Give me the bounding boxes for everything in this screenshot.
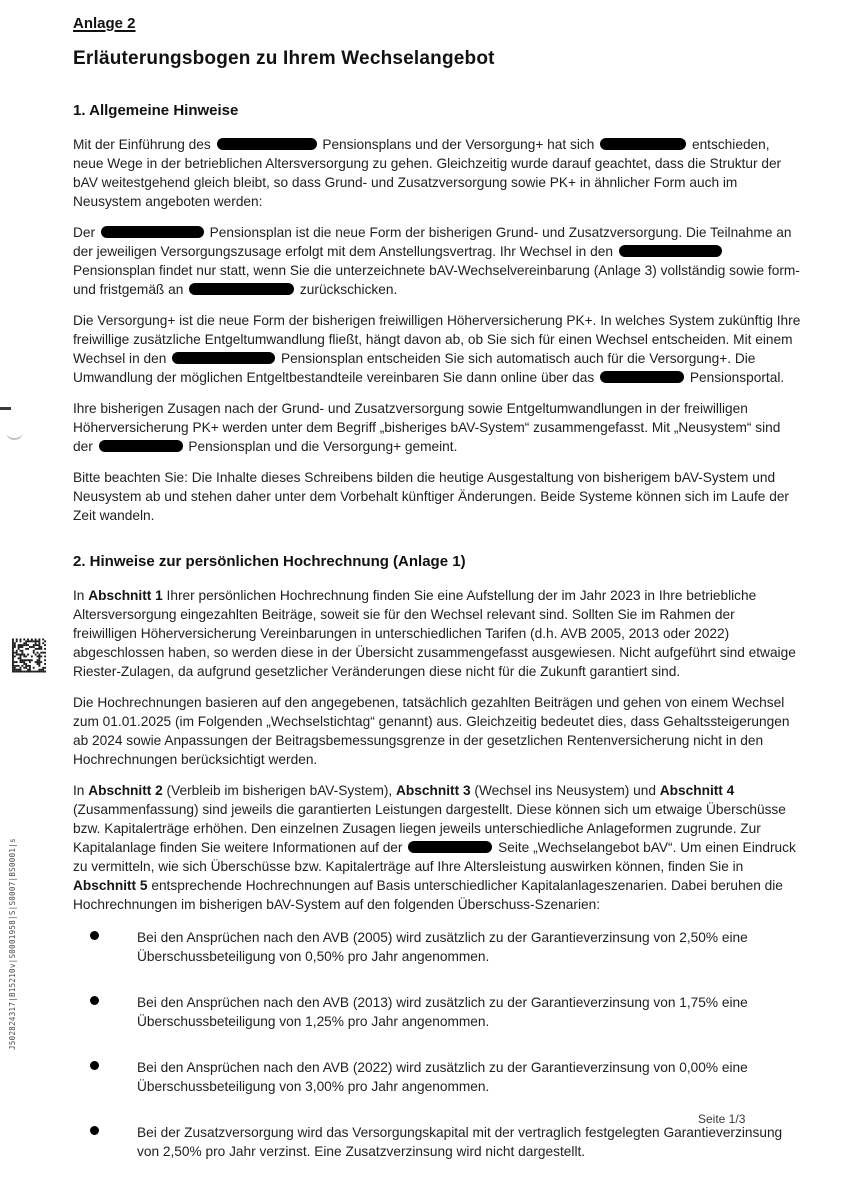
bullet-dot-icon [90,996,99,1005]
datamatrix-barcode [12,638,46,673]
paragraph: Bitte beachten Sie: Die Inhalte dieses Schreibens bilden die heutige Ausgestaltung von bisherigem bAV-System und Neusystem ab und stehen daher unter dem Vorbehalt künftiger Änderungen. Beide Systeme können sich im Laufe der Zeit wandeln. [73,470,789,523]
redaction-bar [99,440,183,452]
scan-mark-dash [0,407,11,410]
bullet-item [73,1123,801,1161]
print-side-code: J502824317|B15210v|S0001958|S|S0007|BS0001|s [8,838,17,1050]
bullet-dot-icon [90,1061,99,1070]
paragraph: Die Hochrechnungen basieren auf den angegebenen, tatsächlich gezahlten Beiträgen und gehen von einem Wechsel zum 01.01.2025 (im Folgenden „Wechselstichtag“ genannt) aus. Gleichzeitig bedeutet dies, dass Gehaltssteigerungen ab 2024 sowie Anpassungen der Beitragsbemessungsgrenze in der gesetzlichen Rentenversicherung nicht in den Hochrechnungen berücksichtigt werden. [73,695,790,767]
bold-text: Abschnitt 3 [396,783,471,798]
scan-mark-curve [6,429,23,440]
redaction-bar [172,352,275,364]
redaction-bar [189,283,294,295]
paragraph: In Abschnitt 1 Ihrer persönlichen Hochrechnung finden Sie eine Aufstellung der im Jahr 2023 in Ihre betriebliche Altersversorgung eingezahlten Beiträge, soweit sie für den Wechsel relevant sind. Sollten Sie im Rahmen der freiwilligen Höherversicherung Vereinbarungen in unterschiedlichen Tarifen (d.h. AVB 2005, 2013 oder 2022) abgeschlossen haben, so werden diese in der Übersicht zusammengefasst ausgewiesen. Nicht aufgeführt sind etwaige Riester-Zulagen, da aufgrund gesetzlicher Veränderungen diese nicht für die Zukunft garantiert sind. [73,588,796,679]
page-title: Erläuterungsbogen zu Ihrem Wechselangebot [73,48,495,69]
bullet-dot-icon [90,931,99,940]
bold-text: Abschnitt 4 [659,783,735,798]
document-content [73,0,801,1188]
bullet-text: Bei der Zusatzversorgung wird das Versorgungskapital mit der vertraglich festgelegten Garantieverzinsung von 2,50% pro Jahr verzinst. Eine Zusatzverzinsung wird nicht dargestellt. [137,1125,783,1159]
redaction-bar [600,138,686,150]
bullet-text: Bei den Ansprüchen nach den AVB (2013) wird zusätzlich zu der Garantieverzinsung von 1,75% eine Überschussbeteiligung von 1,25% pro Jahr angenommen. [137,995,748,1029]
redaction-bar [217,138,317,150]
bold-text: Abschnitt 1 [88,588,163,603]
bullet-list [73,928,801,1161]
annex-label: Anlage 2 [73,15,136,32]
redaction-bar [619,245,722,257]
bullet-item [73,1058,801,1096]
bullet-dot-icon [90,1126,99,1135]
bullet-item [73,928,801,966]
page-number: Seite 1/3 [698,1112,746,1126]
redaction-bar [408,841,492,853]
redaction-bar [101,226,204,238]
bullet-text: Bei den Ansprüchen nach den AVB (2022) wird zusätzlich zu der Garantieverzinsung von 0,00% eine Überschussbeteiligung von 3,00% pro Jahr angenommen. [137,1060,748,1094]
paragraph: In Abschnitt 2 (Verbleib im bisherigen bAV-System), Abschnitt 3 (Wechsel ins Neusystem) und Abschnitt 4 (Zusammenfassung) sind jeweils die garantierten Leistungen dargestellt. Diese können sich um etwaige Überschüsse bzw. Kapitalerträge erhöhen. Den einzelnen Zusagen liegen jeweils unterschiedliche Anlageformen zugrunde. Zur Kapitalanlage finden Sie weitere Informationen auf der Seite „Wechselangebot bAV“. Um einen Eindruck zu vermitteln, wie sich Überschüsse bzw. Kapitalerträge auf Ihre Altersleistung auswirken können, finden Sie in Abschnitt 5 entsprechende Hochrechnungen auf Basis unterschiedlicher Kapitalanlageszenarien. Dabei beruhen die Hochrechnungen im bisherigen bAV-System auf den folgenden Überschuss-Szenarien: [73,783,796,912]
bullet-text: Bei den Ansprüchen nach den AVB (2005) wird zusätzlich zu der Garantieverzinsung von 2,50% eine Überschussbeteiligung von 0,50% pro Jahr angenommen. [137,930,748,964]
redaction-bar [600,371,684,383]
paragraph: Mit der Einführung des Pensionsplans und der Versorgung+ hat sich entschieden, neue Wege in der betrieblichen Altersversorgung zu gehen. Gleichzeitig wurde darauf geachtet, dass die Struktur der bAV weitestgehend gleich bleibt, so dass Grund- und Zusatzversorgung sowie PK+ in ähnlicher Form auch im Neusystem angeboten werden: [73,137,782,209]
paragraph: Die Versorgung+ ist die neue Form der bisherigen freiwilligen Höherversicherung PK+. In welches System zukünftig Ihre freiwillige zusätzliche Entgeltumwandlung fließt, hängt davon ab, ob Sie sich für einen Wechsel entscheiden. Mit einem Wechsel in den Pensionsplan entscheiden Sie sich automatisch auch für die Versorgung+. Die Umwandlung der möglichen Entgeltbestandteile vereinbaren Sie dann online über das Pensionsportal. [73,313,801,385]
bullet-item [73,993,801,1031]
paragraph: Der Pensionsplan ist die neue Form der bisherigen Grund- und Zusatzversorgung. Die Teilnahme an der jeweiligen Versorgungszusage erfolgt mit dem Anstellungsvertrag. Ihr Wechsel in den Pensionsplan findet nur statt, wenn Sie die unterzeichnete bAV-Wechselvereinbarung (Anlage 3) vollständig sowie form- und fristgemäß an zurückschicken. [73,225,800,297]
section-1-heading: 1. Allgemeine Hinweise [73,102,239,119]
bold-text: Abschnitt 5 [73,878,148,893]
bold-text: Abschnitt 2 [88,783,163,798]
paragraph: Ihre bisherigen Zusagen nach der Grund- und Zusatzversorgung sowie Entgeltumwandlungen in der freiwilligen Höherversicherung PK+ werden unter dem Begriff „bisheriges bAV-System“ zusammengefasst. Mit „Neusystem“ sind der Pensionsplan und die Versorgung+ gemeint. [73,401,781,454]
section-2-heading: 2. Hinweise zur persönlichen Hochrechnung (Anlage 1) [73,553,466,570]
